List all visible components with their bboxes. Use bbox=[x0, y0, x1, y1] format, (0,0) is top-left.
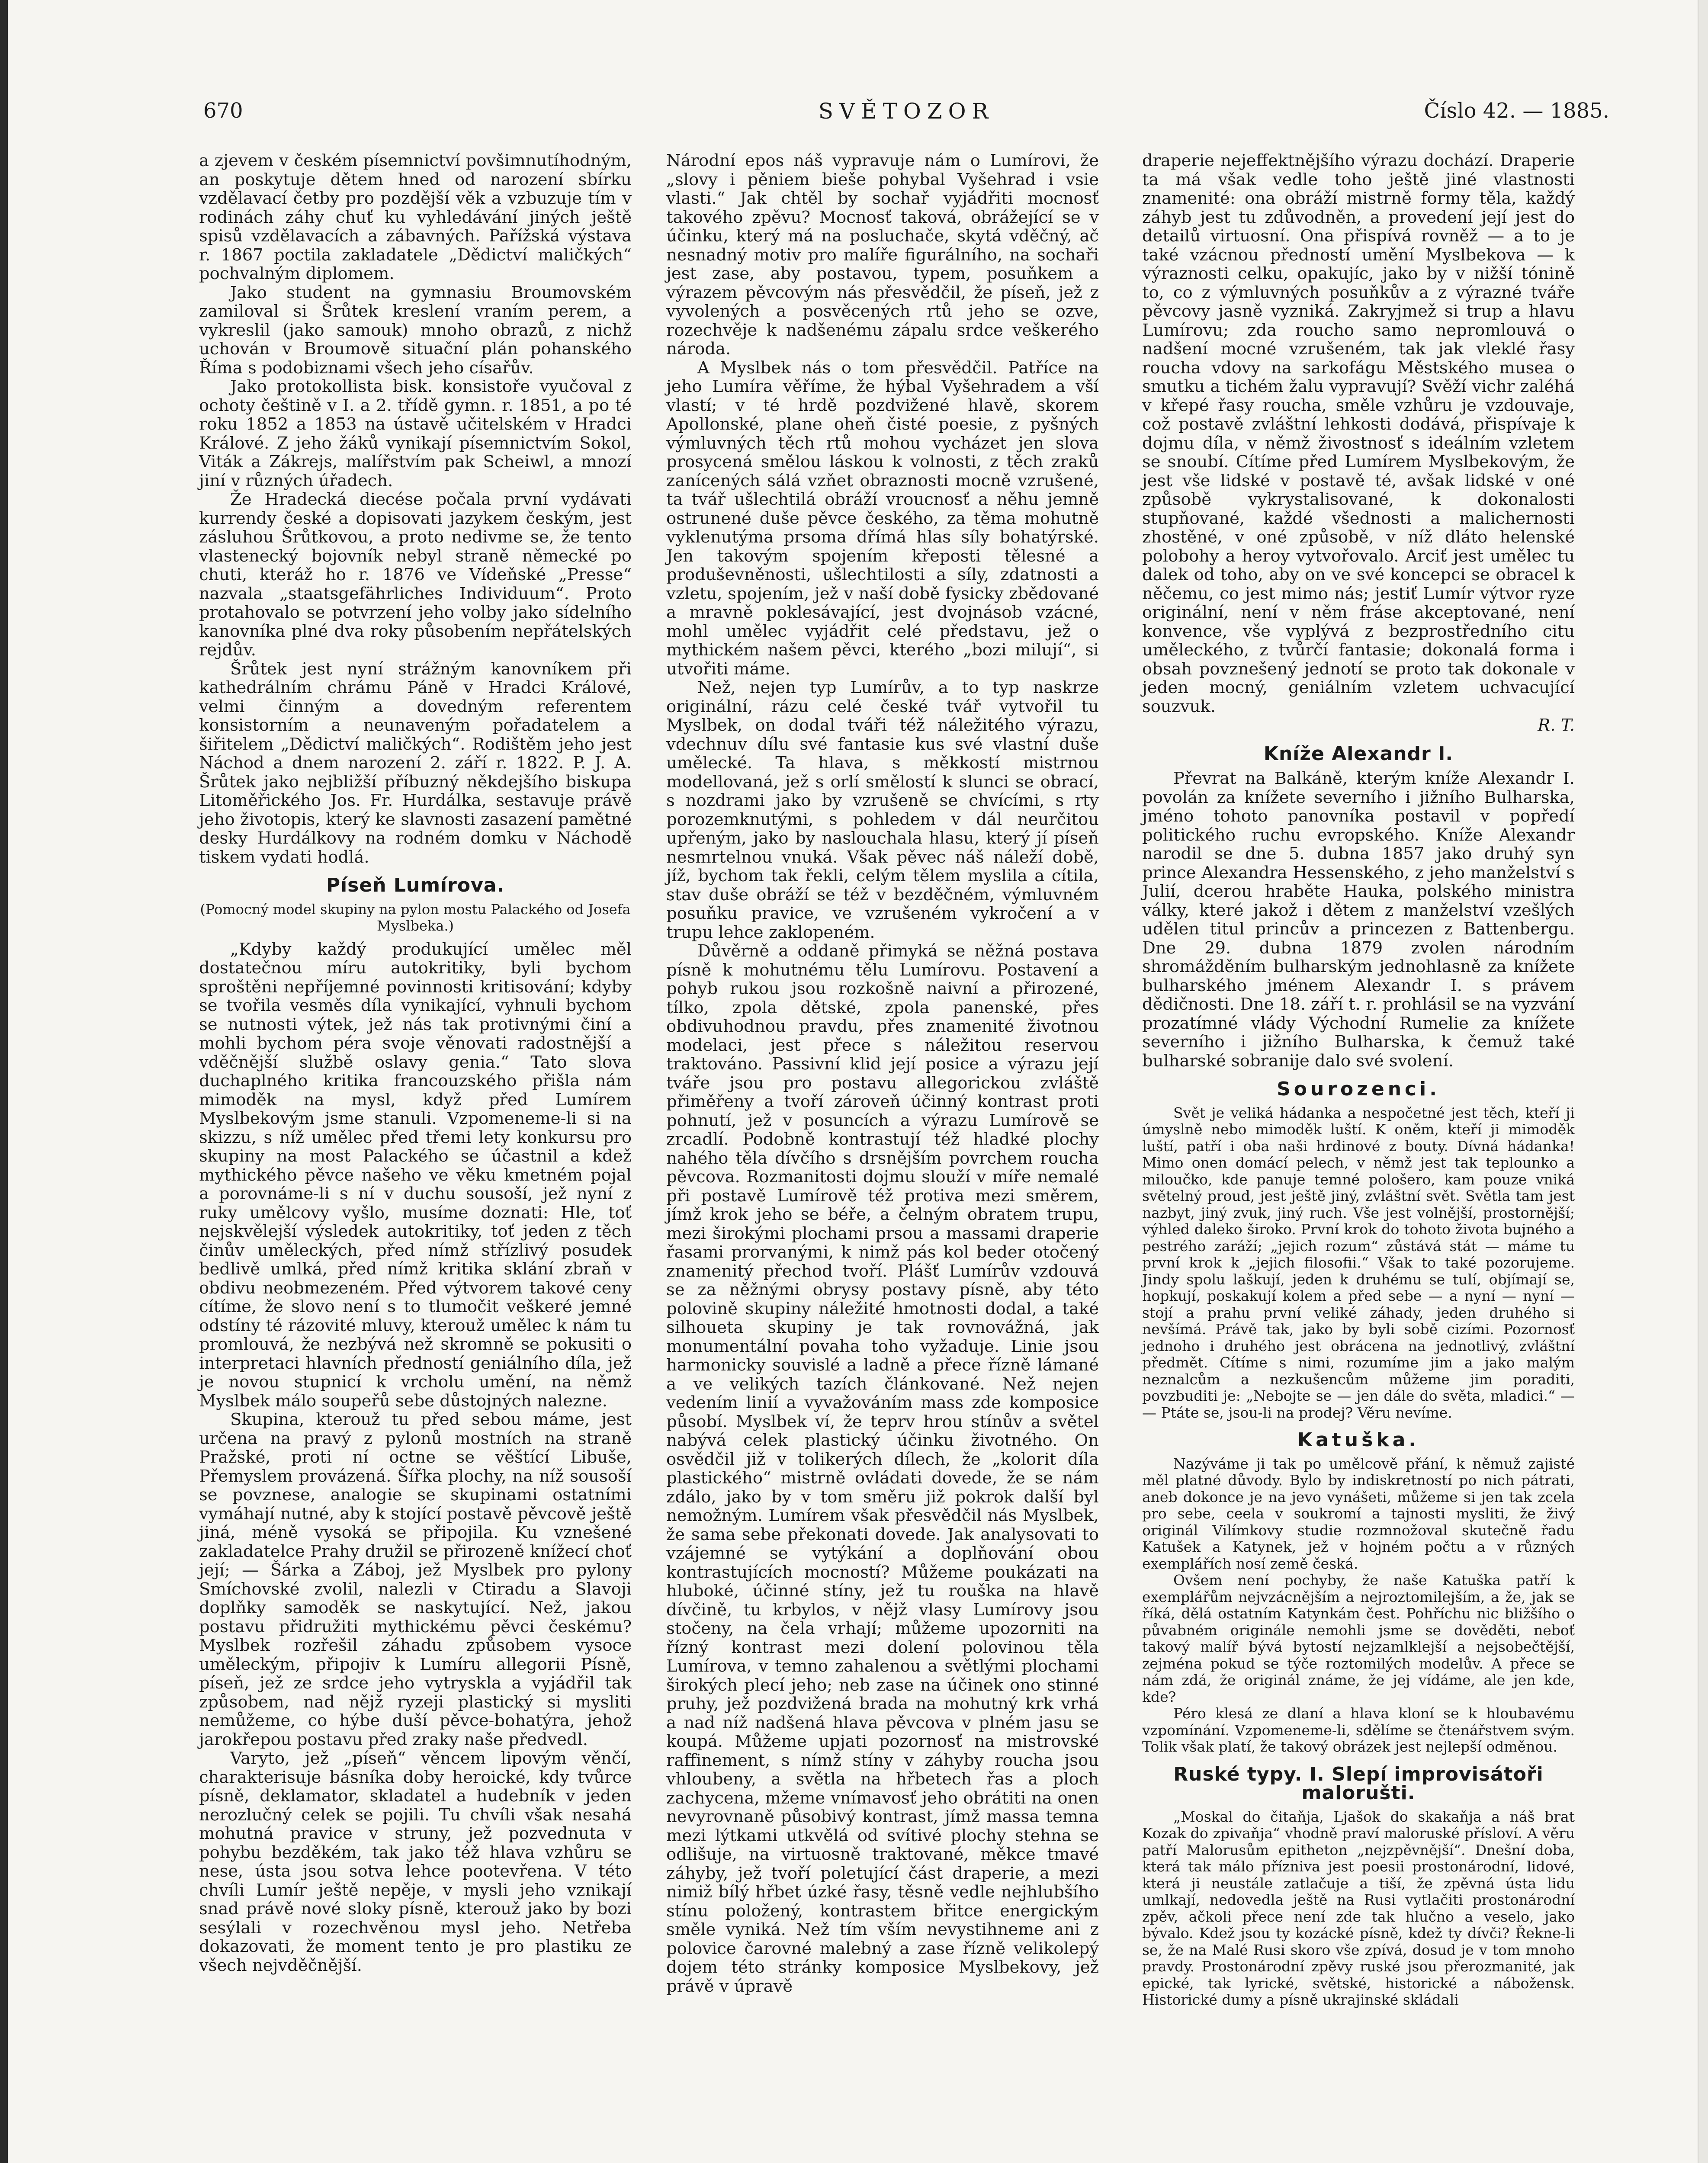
column-3 bbox=[1142, 151, 1575, 2009]
column-1 bbox=[199, 151, 632, 1975]
paragraph: Svět je veliká hádanka a nespočetné jest těch, kteří ji úmyslně nebo mimoděk luští. K oněm, kteří ji mimoděk luští, patří i oba naši hrdinové z bouty. Dívná hádanka! Mimo onen domácí pelech, v němž jest tak teplounko a miloučko, kde panuje temné pološero, kam pouze vniká světelný proud, jest ještě jiný, zvláštní svět. Světla tam jest nazbyt, jiný zvuk, jiný ruch. Vše jest volnější, prostornější; výhled daleko široko. První krok do tohoto života bujného a pestrého zaráží; „jejich rozum“ zůstává stát — máme tu první krok k „jejich filosofii.“ Však to také pozorujeme. Jindy spolu laškují, jeden k druhému se tulí, objímají se, hopkují, poskakují kolem a před sebe — a nyní — nyní — stojí a prahu první veliké záhady, jeden druhého si nevšímá. Právě tak, jako by byli sobě cizími. Pozornosť jednoho i druhého jest obrácena na jednotlivý, zvláštní předmět. Cítíme s nimi, rozumíme jim a jako malým neznalcům a nezkušencům můžeme jim poraditi, povzbuditi je: „Nebojte se — jen dále do světa, mladici.“ — — Ptáte se, jsou-li na prodej? Věru nevíme. bbox=[1142, 1104, 1575, 1421]
binding-edge bbox=[0, 0, 8, 2163]
column-2 bbox=[666, 151, 1099, 1996]
section-heading-katuska: Katuška. bbox=[1297, 1429, 1419, 1451]
paper-edge bbox=[1698, 0, 1708, 2163]
paragraph: Ovšem není pochyby, že naše Katuška patří k exemplářům nejvzácnějším a nejroztomilejším, a že, jak se říká, dělá ostatním Katynkám čest. Pohříchu nic bližšího o půvabném originále nemohli jsme se dověděti, neboť takový malíř bývá bytostí nejzamlklejší a nejsobečtější, zejména pokud se týče roztomilých modelův. A přece se nám zdá, že originál známe, že jej vídáme, ale jen kde, kde? bbox=[1142, 1572, 1575, 1705]
page-number: 670 bbox=[203, 99, 243, 123]
page-header bbox=[203, 99, 1609, 129]
paragraph: Péro klesá ze dlaní a hlava kloní se k hloubavému vzpomínání. Vzpomeneme-li, sdělíme se čtenářstvem svým. Tolik však platí, že takový obrázek jest nejlepší odměnou. bbox=[1142, 1705, 1575, 1755]
section-heading-pisen: Píseň Lumírova. bbox=[326, 874, 505, 896]
section-heading-sourozenci: Sourozenci. bbox=[1277, 1078, 1440, 1100]
paragraph: Varyto, jež „píseň“ věncem lipovým věnčí, charakterisuje básníka doby heroické, kdy tvůrce písně, deklamator, skladatel a hudebník v jeden nerozlučný celek se pojili. Tu chvíli však nesahá mohutná pravice v struny, jež pozvednuta v pohybu bezděkém, tak jako též hlava vzhůru se nese, ústa jsou sotva lehce pootevřena. V této chvíli Lumír ještě nepěje, v mysli jeho vznikají snad právě nové sloky písně, kterouž jako by bozi sesýlali v rozechvěnou mysl jeho. Netřeba dokazovati, že moment tento je pro plastiku ze všech nejvděčnější. bbox=[199, 1749, 632, 1975]
paragraph: Převrat na Balkáně, kterým kníže Alexandr I. povolán za knížete severního i jižního Bulharska, jméno tohoto panovníka postavil v popředí politického ruchu evropského. Kníže Alexandr narodil se dne 5. dubna 1857 jako druhý syn prince Alexandra Hessenského, z jeho manželství s Julií, dcerou hraběte Hauka, polského ministra války, které jakož i dětem z manželství vzešlých udělen titul princův a princezen z Battenbergu. Dne 29. dubna 1879 zvolen národním shromážděním bulharským jednohlasně za knížete bulharského jménem Alexandr I. s právem dědičnosti. Dne 18. září t. r. prohlásil se na vyzvání prozatímné vlády Východní Rumelie za knížete severního i jižního Bulharska, k čemuž také bulharské sobranije dalo své svolení. bbox=[1142, 769, 1575, 1071]
paragraph: Národní epos náš vypravuje nám o Lumírovi, že „slovy i pěniem bieše pohybal Vyšehrad i vsie vlasti.“ Jak chtěl by sochař vyjádřiti mocnosť takového zpěvu? Mocnosť taková, obrážející se v účinku, který má na posluchače, skytá vděčný, ač nesnadný motiv pro malíře figurálního, na sochaři jest zase, aby postavou, typem, posuňkem a výrazem pěvcovým nás přesvědčil, že píseň, jež z vyvolených a posvěcených rtů jeho se ozve, rozechvěje k nadšenému zápalu srdce veškerého národa. bbox=[666, 151, 1099, 359]
paragraph: Že Hradecká diecése počala první vydávati kurrendy české a dopisovati jazykem českým, jest zásluhou Šrůtkovou, a proto nedivme se, že tento vlastenecký bojovník nebyl straně německé po chuti, kteráž ho r. 1876 ve Vídeňské „Presse“ nazvala „staatsgefährliches Individuum“. Proto protahovalo se potvrzení jeho volby jako sídelního kanovníka plné dva roky působením nepřátelských rejdův. bbox=[199, 490, 632, 660]
paragraph: Skupina, kterouž tu před sebou máme, jest určena na pravý z pylonů mostních na straně Pražské, proti ní octne se věštící Libuše, Přemyslem provázená. Šířka plochy, na níž sousoší se povznese, analogie se skupinami ostatními vymáhají nutné, aby k stojící postavě pěvcově ještě jiná, méně vysoká se připojila. Ku vznešené zakladatelce Prahy družil se přirozeně knížecí choť její; — Šárka a Záboj, jež Myslbek pro pylony Smíchovské zvolil, nalezli v Ctiradu a Slavoji doplňky samoděk se naskytující. Než, jakou postavu přidružiti mythickému pěvci českému? Myslbek rozřešil záhadu způsobem vysoce uměleckým, připojiv k Lumíru allegorii Písně, píseň, jež ze srdce jeho vytryskla a vyjádřil tak způsobem, nad nějž ryzeji plastický si mysliti nemůžeme, co hýbe duší pěvce-bohatýra, jehož jarokřepou postavu před zraky naše předvedl. bbox=[199, 1410, 632, 1749]
paragraph: A Myslbek nás o tom přesvědčil. Patříce na jeho Lumíra věříme, že hýbal Vyšehradem a vší vlastí; v té hrdě pozdvižené hlavě, skorem Apollonské, plane oheň čisté poesie, z pyšných výmluvných těch rtů mohou vycházet jen slova prosycená smělou láskou k volnosti, z těch zraků zanícených sálá vzňet obraznosti mocně vzrušené, ta tvář ušlechtilá obráží vroucnosť a něhu jemně ostrunené duše pěvce českého, za těma mohutně vyklenutýma prsoma dřímá hlas síly bohatýrské. Jen takovým spojením křeposti tělesné a produševněnosti, ušlechtilosti a síly, zdatnosti a vzletu, spojením, jež v naší době fysicky zbědované a mravně poklesávající, jest dvojnásob vzácné, mohl umělec vyjádřit celé představu, jež o mythickém našem pěvci, kterého „bozi milují“, si utvořiti máme. bbox=[666, 358, 1099, 679]
paragraph: Šrůtek jest nyní strážným kanovníkem při kathedrálním chrámu Páně v Hradci Králové, velmi činným a dovedným referentem konsistorním a neunaveným pořadatelem a šiřitelem „Dědictví maličkých“. Rodištěm jeho jest Náchod a dnem narození 2. září r. 1822. P. J. A. Šrůtek jako nejbližší příbuzný někdejšího biskupa Litoměřického Jos. Fr. Hurdálka, sestavuje právě jeho životopis, který ke slavnosti zasazení pamětné desky Hurdálkovy na rodném domku v Náchodě tiskem vydati hodlá. bbox=[199, 659, 632, 867]
paragraph: a zjevem v českém písemnictví povšimnutíhodným, an poskytuje dětem hned od narození sbírku vzdělavací četby pro pozdější věk a vzbuzuje tím v rodinách záhy chuť ku vyhledávání jiných ještě spisů vzdělavacích a zábavných. Pařížská výstava r. 1867 poctila zakladatele „Dědictví maličkých“ pochvalným diplomem. bbox=[199, 151, 632, 283]
paragraph: draperie nejeffektnějšího výrazu dochází. Draperie ta má však vedle toho ještě jiné vlastnosti znamenité: ona obráží mistrně formy těla, každý záhyb jest tu zdůvodněn, a provedení její jest do detailů virtuosní. Ona přispívá rovněž — a to je také vzácnou předností umění Myslbekova — k výraznosti celku, opakujíc, jako by v nižší tónině to, co z výmluvných posuňkův a z výrazné tváře pěvcovy jasně vyzniká. Zakryjmež si trup a hlavu Lumírovu; zda roucho samo nepromlouvá o nadšení mocné vzrušeném, tak jak vleklé řasy roucha vdovy na sarkofágu Městského musea o smutku a tichém žalu vypravují? Svěží vichr zaléhá v křepé řasy roucha, směle vzhůru je vzdouvaje, což postavě zvláštní lehkosti dodává, přispívaje k dojmu díla, v němž živostnosť s ideálním vzletem se snoubí. Cítíme před Lumírem Myslbekovým, že jest vše lidské v postavě té, avšak lidské v oné způsobě vykrystalisované, k dokonalosti stupňované, každé všednosti a malichernosti zhostěné, v oné způsobě, v níž dláto helenské polobohy a heroy vytvořovalo. Arciť jest umělec tu dalek od toho, aby on ve své koncepci se obracel k něčemu, co jest mimo nás; jestiť Lumír výtvor ryze originální, není v něm fráse akceptované, není konvence, vše vyplývá z bezprostředního citu uměleckého, z tvůrčí fantasie; dokonalá forma i obsah povznešený jednotí se proto tak dokonale v jeden mocný, geniálním vzletem uchvacující souzvuk. bbox=[1142, 151, 1575, 716]
author-signature: R. T. bbox=[1538, 716, 1575, 735]
section-heading-ruske-typy: Ruské typy. I. Slepí improvisátoři malorušti. bbox=[1173, 1763, 1544, 1804]
section-heading-kniz: Kníže Alexandr I. bbox=[1263, 742, 1454, 765]
paragraph: Jako protokollista bisk. konsistoře vyučoval z ochoty češtině v I. a 2. třídě gymn. r. 1851, a po té roku 1852 a 1853 na ústavě učitelském v Hradci Králové. Z jeho žáků vynikají písemnictvím Sokol, Viták a Zákrejs, malířstvím pak Scheiwl, a mnozí jiní v různých úřadech. bbox=[199, 377, 632, 491]
paragraph: Jako student na gymnasiu Broumovském zamiloval si Šrůtek kreslení vraním perem, a vykreslil (jako samouk) mnoho obrazů, z nichž uchován v Broumově situační plán pohanského Říma s podobiznami všech jeho císařův. bbox=[199, 282, 632, 378]
paragraph: Než, nejen typ Lumírův, a to typ naskrze originální, rázu celé české tvář vytvořil tu Myslbek, on dodal tváři též náležitého výrazu, vdechnuv dílu své fantasie kus své vlastní duše umělecké. Ta hlava, s měkkostí mistrnou modellovaná, jež s orlí smělostí k slunci se obrací, s nozdrami jako by vzrušeně se chvícími, s rty porozemknutými, s pohledem v dál neurčitou upřeným, jako by naslouchala hlasu, který jí píseň nesmrtelnou vnuká. Však pěvec náš náleží době, jíž, bychom tak řekli, celým tělem myslila a cítila, stav duše obráží se též v bezděčném, výmluvném posuňku pravice, ve vzrušeném vykročení a v trupu lehce zaklopeném. bbox=[666, 678, 1099, 942]
paragraph: Důvěrně a oddaně přimyká se něžná postava písně k mohutnému tělu Lumírovu. Postavení a pohyb rukou jsou rozkošně naivní a přirozené, tílko, zpola dětské, zpola panenské, přes obdivuhodnou pravdu, přes znamenité životnou modelaci, jest přece s náležitou reservou traktováno. Passivní klid její posice a výrazu její tváře jsou pro postavu allegorickou zvláště přiměřeny a tvoří zároveň účinný kontrast proti pohnutí, jež v posuncích a výrazu Lumírově se zrcadlí. Podobně kontrastují též hladké plochy nahého těla dívčího s drsnějším povrchem roucha pěvcova. Rozmanitosti dojmu slouží v míře nemalé při postavě Lumírově též protiva mezi směrem, jímž krok jeho se béře, a čelným obratem trupu, mezi širokými plochami prsou a massami draperie řasami prorvanými, k nimž pás kol beder otočený znamenitý přechod tvoří. Plášť Lumírův vzdouvá se za něžnými obrysy postavy písně, aby této polovině skupiny náležité hmotnosti dodal, a také silhoueta skupiny je tak rovnovážná, jak monumentální povaha toho vyžaduje. Linie jsou harmonicky souvislé a ladně a přece řízně lámané a ve velikých tazích článkované. Než nejen vedením linií a vyvažováním mass zde komposice působí. Myslbek ví, že teprv hrou stínův a světel nabývá celek plastický účinku životného. On osvědčil již v tolikerých dílech, že „kolorit díla plastického“ mistrně ovládati dovede, že se nám zdálo, jako by v tom směru již pokrok další byl nemožným. Lumírem však přesvědčil nás Myslbek, že sama sebe překonati dovede. Jak analysovati to vzájemné se vytýkání a doplňování obou kontrastujících mocností? Můžeme poukázati na hluboké, účinné stíny, jež tu rouška na hlavě dívčině, tu krbylos, v nějž vlasy Lumírovy jsou stočeny, na čela vrhají; můžeme upozorniti na řízný kontrast mezi dolení polovinou těla Lumírova, v temno zahalenou a světlými plochami širokých plecí jeho; neb zase na účinek ono stinné pruhy, jež pozdvižená brada na mohutný krk vrhá a nad níž nadšená hlava pěvcova v plném jasu se koupá. Můžeme upjati pozornosť na mistrovské raffinement, s nímž stíny v záhyby roucha jsou vhloubeny, a světla na hřbetech řas a ploch zachycena, mžeme vnímavosť jeho obrátiti na onen nevyrovnaně působivý kontrast, jímž massa temna mezi lýtkami utkvělá od svítivé plochy stehna se odlišuje, na virtuosně traktované, měkce tmavé záhyby, jež tvoří poletující část draperie, a mezi nimiž bílý hřbet úzké řasy, těsně vedle nejhlubšího stínu položený, kontrastem břitce energickým směle vyniká. Než tím vším nevystihneme ani z polovice čarovné malebný a zase řízně velikolepý dojem této stránky komposice Myslbekovy, jež právě v úpravě bbox=[666, 941, 1099, 1996]
paragraph: „Kdyby každý produkující umělec měl dostatečnou míru autokritiky, byli bychom sproštěni nepříjemné povinnosti kritisování; kdyby se tvořila vesměs díla vynikající, vyhnuli bychom se nutnosti výtek, jež nás tak protivnými činí a mohli bychom péra svoje věnovati radostnější a vděčnější službě oslavy genia.“ Tato slova duchaplného kritika francouzského přišla nám mimoděk na mysl, když před Lumírem Myslbekovým jsme stanuli. Vzpomeneme-li si na skizzu, s níž umělec před třemi lety konkursu pro skupiny na most Palackého se účastnil a kdež mythického pěvce našeho ve věku kmetném pojal a porovnáme-li s ní v duchu sousoší, jež nyní z ruky umělcovy vyšlo, musíme doznati: Hle, toť nejskvělejší výsledek autokritiky, toť jeden z těch činův uměleckých, před nímž střízlivý posudek bedlivě umlká, před nímž kritika sklání zbraň v obdivu neobmezeném. Před výtvorem takové ceny cítíme, že slovo není s to tlumočit veškeré jemné odstíny té rázovité mluvy, kterouž umělec k nám tu promlouvá, že nezbývá než skromně se pokusiti o interpretaci hlavních předností geniálního díla, jež je novou stupnicí k vrcholu umění, na němž Myslbek málo soupeřů sebe důstojných nalezne. bbox=[199, 939, 632, 1411]
issue-number: Číslo 42. — 1885. bbox=[1424, 99, 1609, 123]
paragraph: Nazýváme ji tak po umělcově přání, k němuž zajisté měl platné důvody. Bylo by indiskretností po nich pátrati, aneb dokonce je na jevo vynášeti, můžeme si jen tak zcela pro sebe, ceela v soukromí a tajnosti mysliti, že živý originál Vilímkovy studie rozmnožoval skutečně řadu Katušek a Katynek, jež v hojném počtu a v různých exemplářích nosí země česká. bbox=[1142, 1455, 1575, 1572]
paragraph: „Moskal do čitaňja, Ljašok do skakaňja a náš brat Kozak do zpivaňja“ vhodně praví maloruské přísloví. A věru patří Malorusům epitheton „nejzpěvnější“. Dnešní doba, která tak málo přízniva jest poesii prostonárodní, lidové, která ji neustále zatlačuje a tiší, že zpěvná ústa lidu umlkají, nedovedla ještě na Rusi vytlačiti prostonárodní zpěv, ačkoli přece není zde tak hlučno a veselo, jako bývalo. Kdež jsou ty kozácké písně, kdež ty dívči? Řekne-li se, že na Malé Rusi skoro vše zpívá, dosud je v tom mnoho pravdy. Prostonárodní zpěvy ruské jsou přerozmanité, jak epické, tak lyrické, světské, historické a nábožensk. Historické dumy a písně ukrajinské skládali bbox=[1142, 1808, 1575, 2008]
journal-title: SVĚTOZOR bbox=[818, 99, 995, 124]
section-subtitle: (Pomocný model skupiny na pylon mostu Palackého od Josefa Myslbeka.) bbox=[200, 901, 631, 934]
